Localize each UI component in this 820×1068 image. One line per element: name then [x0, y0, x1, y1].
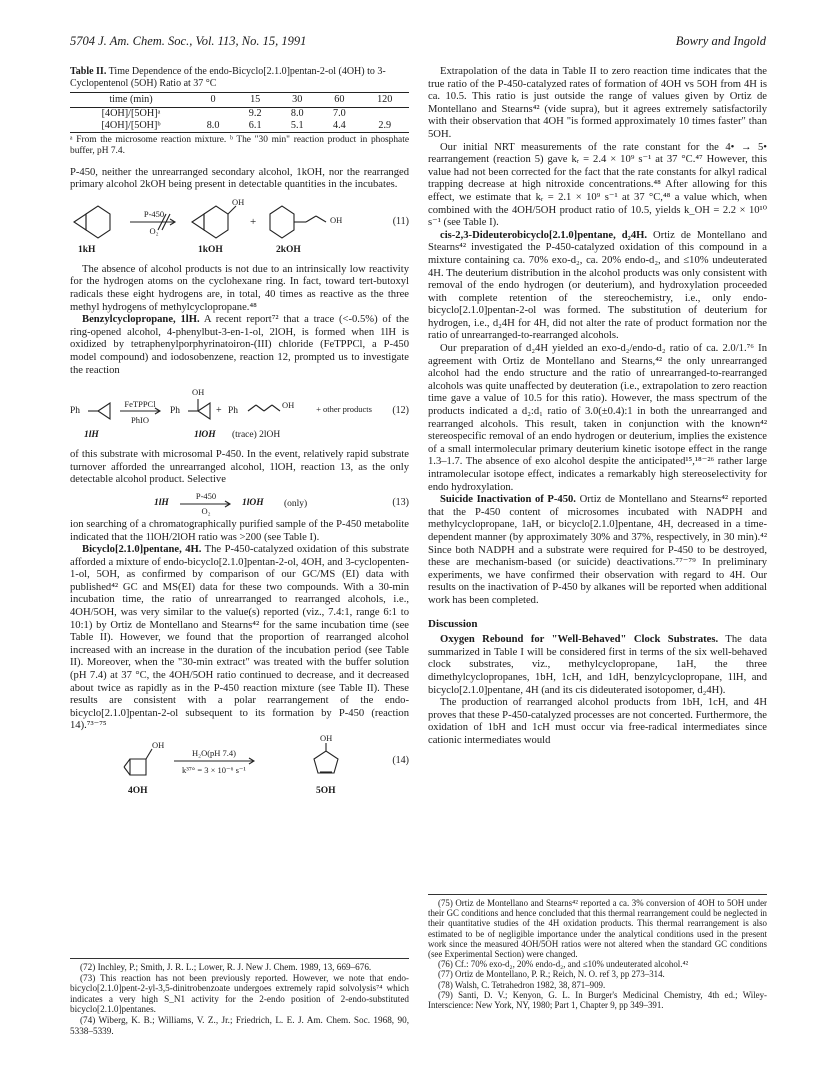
equation-number: (14)	[392, 755, 409, 766]
paragraph: Our preparation of d₂4H yielded an exo-d₂/endo-d₂ ratio of ca. 2.0/1.⁷⁶ In agreement with Ortiz de Montellano and Stearns,⁴² the only unrearranged alcohol had the endo structure and the ratio of unrearranged-to-rearranged alcohols was quite unaffected by deuteration (i.e., extrapolation to zero reaction time gave a value of 10.5 for this ratio). However, the mass spectrum of the products indicated a d₂:d₁ ratio of 3.0(±0.4):1 in both the unrearranged and rearranged alcohols. This result, taken in conjunction with the known⁴² stereospecific removal of an endo hydrogen or deuterium, implies the existence of a small intermolecular primary deuterium kinetic isotope effect in the range 1.3–1.7. The absence of exo alcohol despite the anticipated¹⁵,¹⁸⁻²⁶ rather large intramolecular isotope effect, indicates a remarkably high stereoselectivity for endo hydroxylation.	[428, 343, 767, 493]
footnote: (75) Ortiz de Montellano and Stearns⁴² reported a ca. 3% conversion of 4OH to 5OH under their GC conditions and hence concluded that this thermal rearrangement could be neglected in their quantitative studies of the 4H oxidation products. This thermal rearrangement is also estimated to be of negligible importance under the analytical conditions used in the present work since the measured 4OH/5OH ratios were not altered when the standard GC conditions (see Experimental Section) were changed.	[428, 898, 767, 960]
table-cell: 9.2	[248, 107, 262, 119]
reaction-scheme-12	[70, 385, 409, 443]
compound-label: 1kH	[78, 244, 96, 255]
paragraph-text: The data summarized in Table I will be considered first in terms of the six well-behaved clock substrates, viz., methylcyclopropane, 1aH, the three dimethylcyclopropanes, 1bH, 1cH, and 1dH, benzylcyclopropane, 1lH, and bicyclo[2.1.0]pentane, 4H (and its cis dideuterated isotopomer, d₂4H).	[428, 634, 767, 696]
right-column	[428, 66, 767, 747]
reagent-below-arrow: PhIO	[131, 415, 149, 426]
reagent-above-arrow: P-450	[195, 490, 217, 501]
paragraph	[428, 494, 767, 607]
table-header-cell: 30	[276, 92, 318, 107]
compound-label: (trace) 2lOH	[232, 430, 281, 441]
table-cell	[360, 107, 409, 120]
paragraph	[70, 314, 409, 377]
paragraph-text: A recent report⁷² that a trace (<-0.5%) of the ring-opened alcohol, 4-phenylbut-3-en-1-ol, 2lOH, is formed when 1lH is oxidized by tetraphenylporphyrinatoiron-(III) chloride (FeTPPCl, a P-450 model compound) and iodosobenzene, reaction 12, prompted us to investigate the reaction	[70, 314, 409, 376]
table-header-cell: 120	[360, 92, 409, 107]
table-header-cell: time (min)	[70, 92, 192, 107]
footnote: (76) Cf.: 70% exo-d₂, 20% endo-d₂, and ≤10% undeuterated alcohol.⁴²	[438, 959, 689, 970]
table-header-cell: 60	[318, 92, 360, 107]
left-column	[70, 66, 409, 803]
paragraph-heading: Bicyclo[2.1.0]pentane, 4H.	[82, 544, 202, 556]
reaction-arrow-13	[70, 493, 409, 515]
table-cell: [4OH]/[5OH]ᵇ	[70, 120, 192, 133]
reagent-above-arrow: P-450	[143, 208, 165, 219]
table-cell: 6.1	[234, 120, 276, 133]
table-cell: 8.0	[192, 120, 234, 133]
equation-number: (12)	[392, 405, 409, 417]
paragraph: ion searching of a chromatographically purified sample of the P-450 metabolite indicated that the 1lOH/2lOH ratio was >200 (see Table I).	[70, 518, 409, 543]
table-cell: 4.4	[318, 120, 360, 133]
footnote: (77) Ortiz de Montellano, P. R.; Reich, N. O. ref 3, pp 273–314.	[438, 969, 665, 980]
table-cell: [4OH]/[5OH]ᵃ	[101, 107, 161, 119]
equation-number: (13)	[392, 496, 409, 508]
hydroxyl-label: OH	[320, 733, 333, 743]
table-row	[70, 107, 409, 120]
equation-number: (11)	[392, 215, 409, 227]
paragraph: Extrapolation of the data in Table II to zero reaction time indicates that the true ratio of the P-450-catalyzed rates of formation of 4OH vs 5OH from 4H is ca. 10.5. This ratio is just outside the range of values given by Ortiz de Montellano and Stearns⁴² (vide supra), but it agrees extremely satisfactorily with their observation that 4OH "is formed approximately 10 times faster" than 5OH.	[428, 66, 767, 140]
paragraph: The production of rearranged alcohol products from 1bH, 1cH, and 4H proves that these P-450-catalyzed processes are not concerted. Furthermore, the oxidation of 1bH and 1cH must occur via free-radical intermediates since cationic intermediates would	[428, 697, 767, 746]
footnote: (74) Wiberg, K. B.; Williams, V. Z., Jr.; Friedrich, L. E. J. Am. Chem. Soc. 1968, 90, 5338–5339.	[70, 1014, 409, 1036]
footnote: (79) Santi, D. V.; Kenyon, G. L. In Burger's Medicinal Chemistry, 4th ed.; Wiley-Interscience: New York, NY, 1980; Part 1, Chapter 9, pp 349–391.	[428, 989, 767, 1011]
running-head-authors: Bowry and Ingold	[675, 34, 766, 48]
hydroxyl-label: OH	[232, 196, 245, 207]
paragraph-heading: Benzylcyclopropane, 1lH.	[82, 314, 200, 326]
table-row	[70, 120, 409, 133]
table-cell: 8.0	[290, 107, 304, 119]
paragraph	[428, 634, 767, 697]
phenyl-label: Ph	[170, 406, 181, 417]
reagent-below-arrow: k³⁷° = 3 × 10⁻⁶ s⁻¹	[182, 765, 246, 775]
table-cell	[192, 107, 234, 120]
compound-label: 4OH	[128, 786, 148, 796]
phenyl-label: Ph	[228, 406, 239, 417]
compound-label: 1lOH	[194, 430, 216, 441]
table-cell: 7.0	[333, 107, 346, 119]
table-caption-label: Table II.	[70, 66, 107, 77]
reagent-above-arrow: FeTPPCl	[124, 399, 156, 410]
table-2	[70, 92, 409, 133]
reagent-below-arrow: O₂	[149, 225, 159, 236]
table-header-cell: 0	[192, 92, 234, 107]
paragraph-text: Ortiz de Montellano and Stearns⁴² investigated the P-450-catalyzed oxidation of this compound in a mixture containing ca. 70% exo-d₂, ca. 20% endo-d₂, and ≤10% undeuterated 4H. The deuterium distribution in the alcohol products was only consistent with removal of the endo hydrogen (or deuterium), and hydroxylation proceeded with complete retention of the stereochemistry, i.e., only endo-bicyclo[2.1.0]pentan-2-ol was formed. The substitution of deuterium for hydrogen, i.e., d₂4H for 4H, did not alter the rate of product formation nor the ratio of unrearranged-to-rearranged alcohols.	[428, 229, 768, 342]
structure-drawing-11	[70, 200, 409, 258]
phenyl-label: Ph	[70, 406, 81, 417]
reaction-note: (only)	[284, 498, 308, 509]
left-footnotes	[70, 958, 409, 1036]
table-footnote: ᵃ From the microsome reaction mixture. ᵇ The "30 min" reaction product in phosphate buffer, pH 7.4.	[70, 134, 409, 156]
reaction-scheme-11	[70, 196, 409, 258]
compound-label: 1lOH	[242, 497, 264, 508]
compound-label: 2kOH	[276, 244, 301, 255]
paragraph: Our initial NRT measurements of the rate constant for the 4• → 5• rearrangement (reaction 5) gave kᵣ = 2.4 × 10⁹ s⁻¹ at 37 °C.⁴⁷ However, this value had not been corrected for the fact that the rate constants for alkyl radical trapping decrease at high nitroxide concentrations.⁴⁸ After allowing for this effect, we estimate that kᵣ = 2.1 × 10⁹ s⁻¹ at 37 °C,⁴⁸ a value which, when combined with the 4OH/5OH product ratio of 10.5, yields k_OH = 2.2 × 10¹⁰ s⁻¹ (see Table I).	[428, 141, 767, 229]
hydroxyl-label: OH	[282, 400, 295, 411]
compound-label: 1lH	[84, 430, 99, 441]
paragraph	[70, 544, 409, 733]
hydroxyl-label: OH	[330, 214, 343, 225]
paragraph	[428, 230, 767, 343]
paragraph-heading: cis-2,3-Dideuterobicyclo[2.1.0]pentane, d₂4H.	[440, 229, 648, 241]
reaction-scheme-14	[70, 733, 409, 797]
running-head-left: 5704 J. Am. Chem. Soc., Vol. 113, No. 15, 1991	[70, 34, 307, 48]
plus-sign: +	[216, 405, 222, 417]
hydroxyl-label: OH	[192, 387, 205, 398]
running-head	[70, 34, 766, 50]
paragraph-text: The P-450-catalyzed oxidation of this substrate afforded a mixture of endo-bicyclo[2.1.0]pentan-2-ol, 4OH, and 3-cyclopenten-1-ol, 5OH, as confirmed by comparison of our GC/MS (EI) data with published⁴² GC and MS(EI) data for these two compounds. With a 30-min incubation time, the ratio of unrearranged to rearranged alcohols, i.e., 4OH/5OH, was very similar to the value(s) reported (viz., 7.4:1, range 6:1 to 10:1) by Ortiz de Montellano and Stearns⁴² for the same incubation time (see Table II). However, we found that the proportion of rearranged alcohol increased with an increase in the duration of the incubation period (see Table II). Moreover, when the "30-min extract" was treated with the buffer solution (pH 7.4) at 37 °C, the 4OH/5OH ratio continued to decrease, and it decreased about twice as rapidly as in the P-450 reaction mixture (see Table II). These results are consistent with a polar rearrangement of the endo-bicyclo[2.1.0]pentan-2-ol subsequent to its formation by P-450 (reaction 14).⁷³⁻⁷⁵	[70, 544, 409, 732]
paragraph: of this substrate with microsomal P-450. In the event, relatively rapid substrate turnover afforded the unrearranged alcohol, 1lOH, reaction 13, as the only detectable alcohol product. Selective	[70, 449, 409, 486]
section-heading: Discussion	[428, 617, 478, 630]
table-caption	[70, 66, 409, 90]
table-cell: 2.9	[360, 120, 409, 133]
reagent-below-arrow: O₂	[201, 505, 211, 516]
reaction-scheme-13	[70, 490, 409, 516]
paragraph: P-450, neither the unrearranged secondary alcohol, 1kOH, nor the rearranged primary alcohol 2kOH being present in detectable quantities in the incubates.	[70, 166, 409, 191]
hydroxyl-label: OH	[152, 740, 165, 750]
compound-label: 1kOH	[198, 244, 223, 255]
paragraph: The absence of alcohol products is not due to an intrinsically low reactivity for the hydrogen atoms on the cyclohexane ring. In fact, toward tert-butoxyl radicals these eight hydrogens are, in total, 40 times as reactive as the three methyl hydrogens of methylcyclopropane.⁴⁸	[70, 263, 409, 313]
right-footnotes	[428, 894, 767, 1010]
footnote: (73) This reaction has not been previously reported. However, we note that endo-bicyclo[2.1.0]pent-2-yl-3,5-dinitrobenzoate undergoes extremely rapid solvolysis⁷⁴ which indicates a very high S_N1 activity for the 2-endo position of 2-endo-substituted bicyclo[2.1.0]pentanes.	[70, 972, 409, 1015]
paragraph-heading: Oxygen Rebound for "Well-Behaved" Clock Substrates.	[440, 634, 719, 646]
compound-label: 5OH	[316, 786, 336, 796]
reagent-above-arrow: H₂O(pH 7.4)	[191, 748, 237, 758]
paragraph-heading: Suicide Inactivation of P-450.	[440, 494, 576, 506]
table-cell: 5.1	[276, 120, 318, 133]
other-products: + other products	[316, 404, 372, 415]
footnote: (78) Walsh, C. Tetrahedron 1982, 38, 871–909.	[438, 979, 606, 990]
footnote: (72) Inchley, P.; Smith, J. R. L.; Lower, R. J. New J. Chem. 1989, 13, 669–676.	[80, 962, 372, 972]
compound-label: 1lH	[154, 497, 169, 508]
paragraph-text: Ortiz de Montellano and Stearns⁴² reported that the P-450 content of microsomes incubated with NADPH and methylcyclopropane, 1aH, or bicyclo[2.1.0]pentane, 4H, decreased in a time-dependent manner (by approximately 30% and 37%, respectively, in 30 min).⁴² Since both NADPH and a substrate were required for P-450 to be destroyed, these are mechanism-based (or suicide) deactivations.⁷⁷⁻⁷⁹ In preliminary experiments, we have confirmed their observation with regard to 4H. Our results on the inactivation of P-450 by alkanes will be reported when additional work has been completed.	[428, 494, 767, 606]
table-caption-text: Time Dependence of the endo-Bicyclo[2.1.0]pentan-2-ol (4OH) to 3-Cyclopentenol (5OH) Ratio at 37 °C	[70, 66, 386, 89]
table-header-cell: 15	[234, 92, 276, 107]
plus-sign: +	[250, 215, 257, 228]
table-header-row	[70, 92, 409, 107]
